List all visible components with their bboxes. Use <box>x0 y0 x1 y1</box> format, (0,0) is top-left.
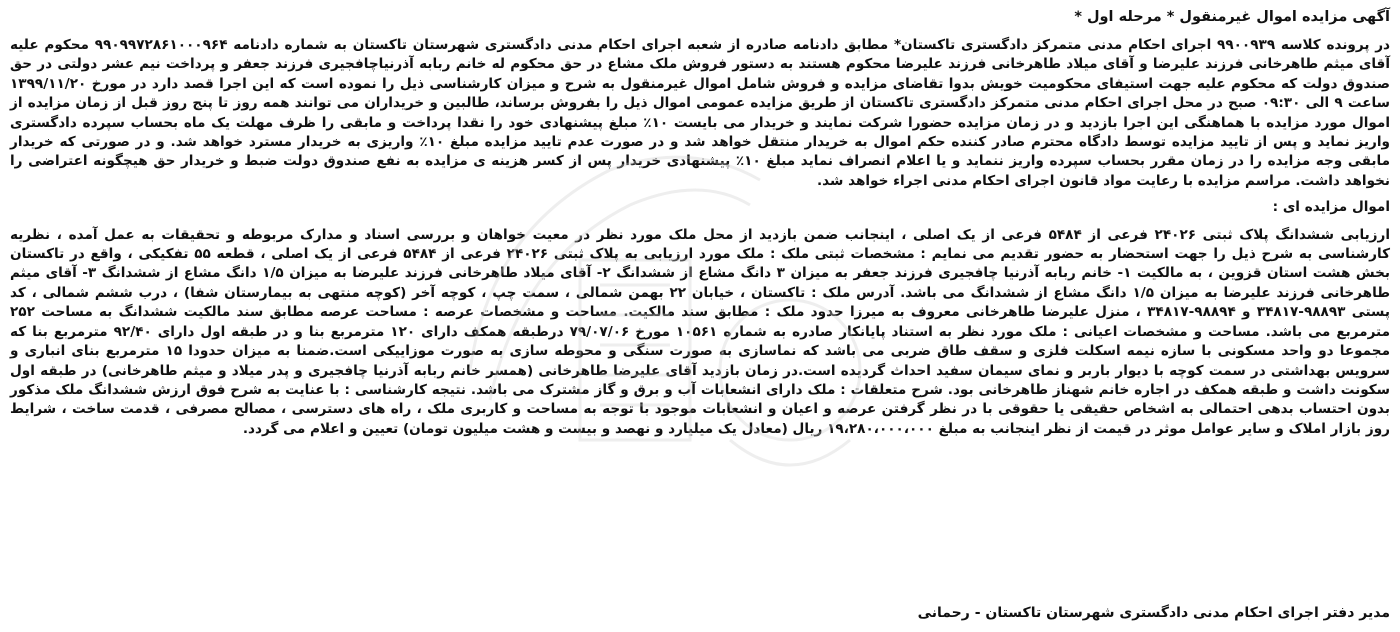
auction-items-heading: اموال مزایده ای : <box>1272 199 1390 216</box>
notice-body-paragraph: در پرونده کلاسه ۹۹۰۰۹۳۹ اجرای احکام مدنی متمرکز دادگستری تاکستان* مطابق دادنامه صادره از شعبه اجرای احکام مدنی دادگستری شهرستان تاکستان به شماره دادنامه ۹۹۰۹۹۷۲۸۶۱۰۰۰۹۶۴ محکوم علیه آقای میثم طاهرخانی فرزند علیرضا و آقای میلاد طاهرخانی فرزند علیرضا محکوم هستند به دستور فروش ملک مشاع در حق محکوم له خانم ربابه آذرنیاچافجیری فرزند جعفر و پرداخت نیم عشر دولتی در حق صندوق دولت که محکوم علیه جهت استیفای محکومیت خویش بدوا تقاضای مزایده و فروش شامل اموال غیرمنقول به شرح و میزان کارشناسی ذیل را نموده است که این اجرا قصد دارد در مورخ ۱۳۹۹/۱۱/۲۰ ساعت ۹ الی ۰۹:۳۰ صبح در محل اجرای احکام مدنی متمرکز دادگستری تاکستان از طریق مزایده عمومی اموال ذیل را بفروش برساند، طالبین و خریداران می توانند همه روز تا پنج روز قبل از زمان مزایده از اموال مورد مزایده با هماهنگی این اجرا بازدید و در زمان مزایده حضورا شرکت نمایند و خریدار می بایست ۱۰٪ مبلغ پیشنهادی خود را نقدا پرداخت و مابقی را ظرف مهلت یک ماه بحساب سپرده دادگستری واریز نماید و پس از تایید مزایده توسط دادگاه محترم صادر کننده حکم اموال به خریدار منتقل خواهد شد و در صورت عدم تایید مزایده مبلغ ۱۰٪ واریزی به خریدار مسترد خواهد شد. و در صورتی که خریدار مابقی وجه مزایده را در زمان مقرر بحساب سپرده واریز ننماید و یا اعلام انصراف نماید مبلغ ۱۰٪ پیشنهادی خریدار پس از کسر هزینه ی مزایده به نفع صندوق دولت ضبط و خریدار حق هیچگونه اعتراضی را نخواهد داشت. مراسم مزایده با رعایت مواد قانون اجرای احکام مدنی اجراء خواهد شد. <box>10 37 1391 189</box>
notice-title: آگهی مزایده اموال غیرمنقول * مرحله اول * <box>1074 9 1390 25</box>
footer-signature: مدیر دفتر اجرای احکام مدنی دادگستری شهرستان تاکستان - رحمانی <box>917 605 1390 621</box>
appraisal-paragraph: ارزیابی ششدانگ پلاک ثبتی ۲۴۰۲۶ فرعی از ۵۴۸۴ فرعی از یک اصلی ، اینجانب ضمن بازدید از محل ملک مورد نظر در معیت خواهان و بررسی اسناد و مدارک مربوطه و تحقیقات به عمل آمده ، نظریه کارشناسی به شرح ذیل را جهت استحضار به حضور تقدیم می نمایم : مشخصات ثبتی ملک : ملک مورد ارزیابی به پلاک ثبتی ۲۴۰۲۶ فرعی از ۵۴۸۴ فرعی از یک اصلی ، قطعه ۵۵ تفکیکی ، واقع در تاکستان بخش هشت استان قزوین ، به مالکیت ۱- خانم ربابه آذرنیا چافجیری فرزند جعفر به میزان ۳ دانگ مشاع از ششدانگ ۲- آقای میلاد طاهرخانی فرزند علیرضا به میزان ۱/۵ دانگ مشاع از ششدانگ ۳- آقای میثم طاهرخانی فرزند علیرضا به میزان ۱/۵ دانگ مشاع از ششدانگ می باشد. آدرس ملک : تاکستان ، خیابان ۲۲ بهمن شمالی ، سمت چپ ، کوچه آخر (کوچه منتهی به بیمارستان شفا) ، درب ششم شمالی ، کد پستی ۹۸۸۹۳-۳۴۸۱۷ و ۹۸۸۹۴-۳۴۸۱۷ ، منزل علیرضا طاهرخانی معروف به میرزا حدود ملک : مطابق سند مالکیت. مساحت و مشخصات عرصه : مساحت عرصه مطابق سند مالکیت ششدانگ به مساحت ۲۵۲ مترمربع می باشد. مساحت و مشخصات اعیانی : ملک مورد نظر به استناد پایانکار صادره به شماره ۱۰۵۶۱ مورخ ۷۹/۰۷/۰۶ درطبقه همکف دارای ۱۲۰ مترمربع بنا و در طبقه اول دارای ۹۲/۴۰ مترمربع بنا که مجموعا دو واحد مسکونی با سازه نیمه اسکلت فلزی و سقف طاق ضربی می باشد که نماسازی به صورت سنگی و محوطه سازی به صورت موزاییکی است.ضمنا به میزان حدودا ۱۵ مترمربع بنای انباری و سرویس بهداشتی در سمت کوچه با دیوار باربر و نمای سیمان سفید احداث گردیده است.در زمان بازدید آقای علیرضا طاهرخانی (همسر خانم ربابه آذرنیا چافجیری و پدر میلاد و میثم طاهرخانی) در طبقه اول سکونت داشت و طبقه همکف در اجاره خانم شهناز طاهرخانی بود. شرح متعلقات : ملک دارای انشعابات آب و برق و گاز مشترک می باشد. نتیجه کارشناسی : با عنایت به شرح فوق ارزش ششدانگ ملک مذکور بدون احتساب بدهی احتمالی به اشخاص حقیقی یا حقوقی با در نظر گرفتن عرصه و اعیان و انشعابات موجود با توجه به مساحت و کاربری ملک ، راه های دسترسی ، مصالح مصرفی ، قدمت ساخت ، شرایط روز بازار املاک و سایر عوامل موثر در قیمت از نظر اینجانب به مبلغ ۱۹،۲۸۰،۰۰۰،۰۰۰ ریال (معادل یک میلیارد و نهصد و بیست و هشت میلیون تومان) تعیین و اعلام می گردد. <box>10 226 1391 437</box>
